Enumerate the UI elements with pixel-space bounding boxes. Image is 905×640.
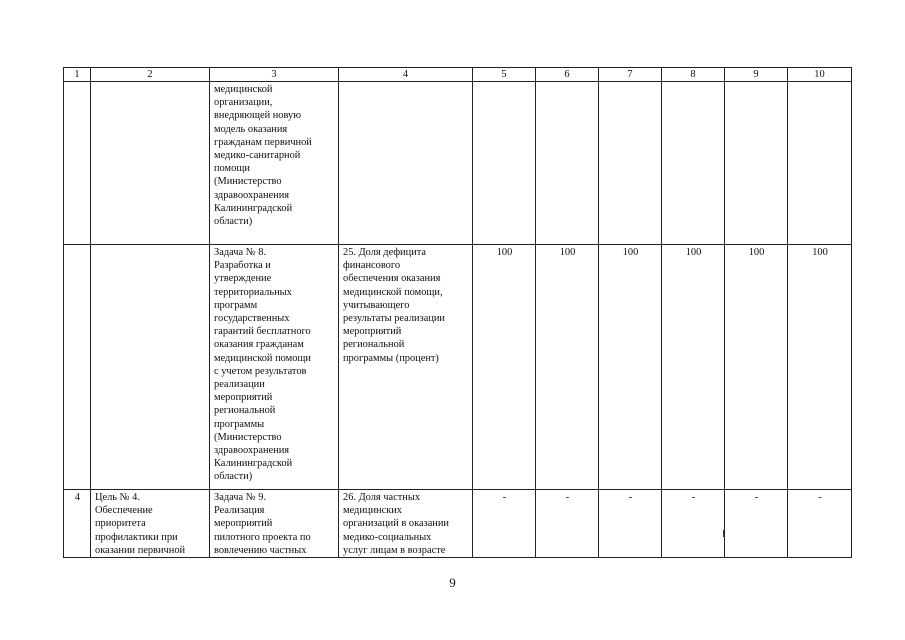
header-cell: 7 <box>599 68 662 82</box>
header-cell: 4 <box>339 68 473 82</box>
value-cell: 100 <box>788 245 852 490</box>
task-cell: Задача № 8. Разработка и утверждение территориальных программ государственных гарантий бесплатного оказания гражданам медицинской помощи с учетом результатов реализации мероприятий региональной программы (Министерство здравоохранения Калининградской области) <box>210 245 339 490</box>
value-cell <box>662 82 725 245</box>
value-cell: - <box>662 490 725 558</box>
indicator-cell <box>339 82 473 245</box>
value-cell: - <box>536 490 599 558</box>
value-cell <box>725 82 788 245</box>
row-number-cell: 4 <box>64 490 91 558</box>
value-cell <box>473 82 536 245</box>
goal-cell: Цель № 4. Обеспечение приоритета профилактики при оказании первичной <box>91 490 210 558</box>
value-cell <box>788 82 852 245</box>
value-cell: 100 <box>599 245 662 490</box>
table-row <box>64 82 852 245</box>
header-cell: 9 <box>725 68 788 82</box>
header-cell: 5 <box>473 68 536 82</box>
scan-speck <box>723 530 724 537</box>
indicator-table <box>63 67 852 558</box>
header-cell: 3 <box>210 68 339 82</box>
header-cell: 8 <box>662 68 725 82</box>
header-cell: 1 <box>64 68 91 82</box>
value-cell: 100 <box>536 245 599 490</box>
value-cell: - <box>599 490 662 558</box>
value-cell <box>599 82 662 245</box>
header-cell: 6 <box>536 68 599 82</box>
value-cell: 100 <box>725 245 788 490</box>
value-cell: - <box>473 490 536 558</box>
indicator-cell: 26. Доля частных медицинских организаций в оказании медико-социальных услуг лицам в возрасте <box>339 490 473 558</box>
goal-cell <box>91 82 210 245</box>
value-cell: 100 <box>473 245 536 490</box>
row-number-cell <box>64 82 91 245</box>
value-cell: - <box>788 490 852 558</box>
goal-cell <box>91 245 210 490</box>
indicator-cell: 25. Доля дефицита финансового обеспечения оказания медицинской помощи, учитывающего результаты реализации мероприятий региональной программы (процент) <box>339 245 473 490</box>
task-cell: Задача № 9. Реализация мероприятий пилотного проекта по вовлечению частных <box>210 490 339 558</box>
table-row <box>64 245 852 490</box>
page-number: 9 <box>449 575 456 590</box>
row-number-cell <box>64 245 91 490</box>
header-cell: 10 <box>788 68 852 82</box>
header-cell: 2 <box>91 68 210 82</box>
value-cell <box>536 82 599 245</box>
table-header-row <box>64 68 852 82</box>
value-cell: 100 <box>662 245 725 490</box>
task-cell: медицинской организации, внедряющей новую модель оказания гражданам первичной медико-санитарной помощи (Министерство здравоохранения Калининградской области) <box>210 82 339 245</box>
table-row <box>64 490 852 558</box>
value-cell: - <box>725 490 788 558</box>
